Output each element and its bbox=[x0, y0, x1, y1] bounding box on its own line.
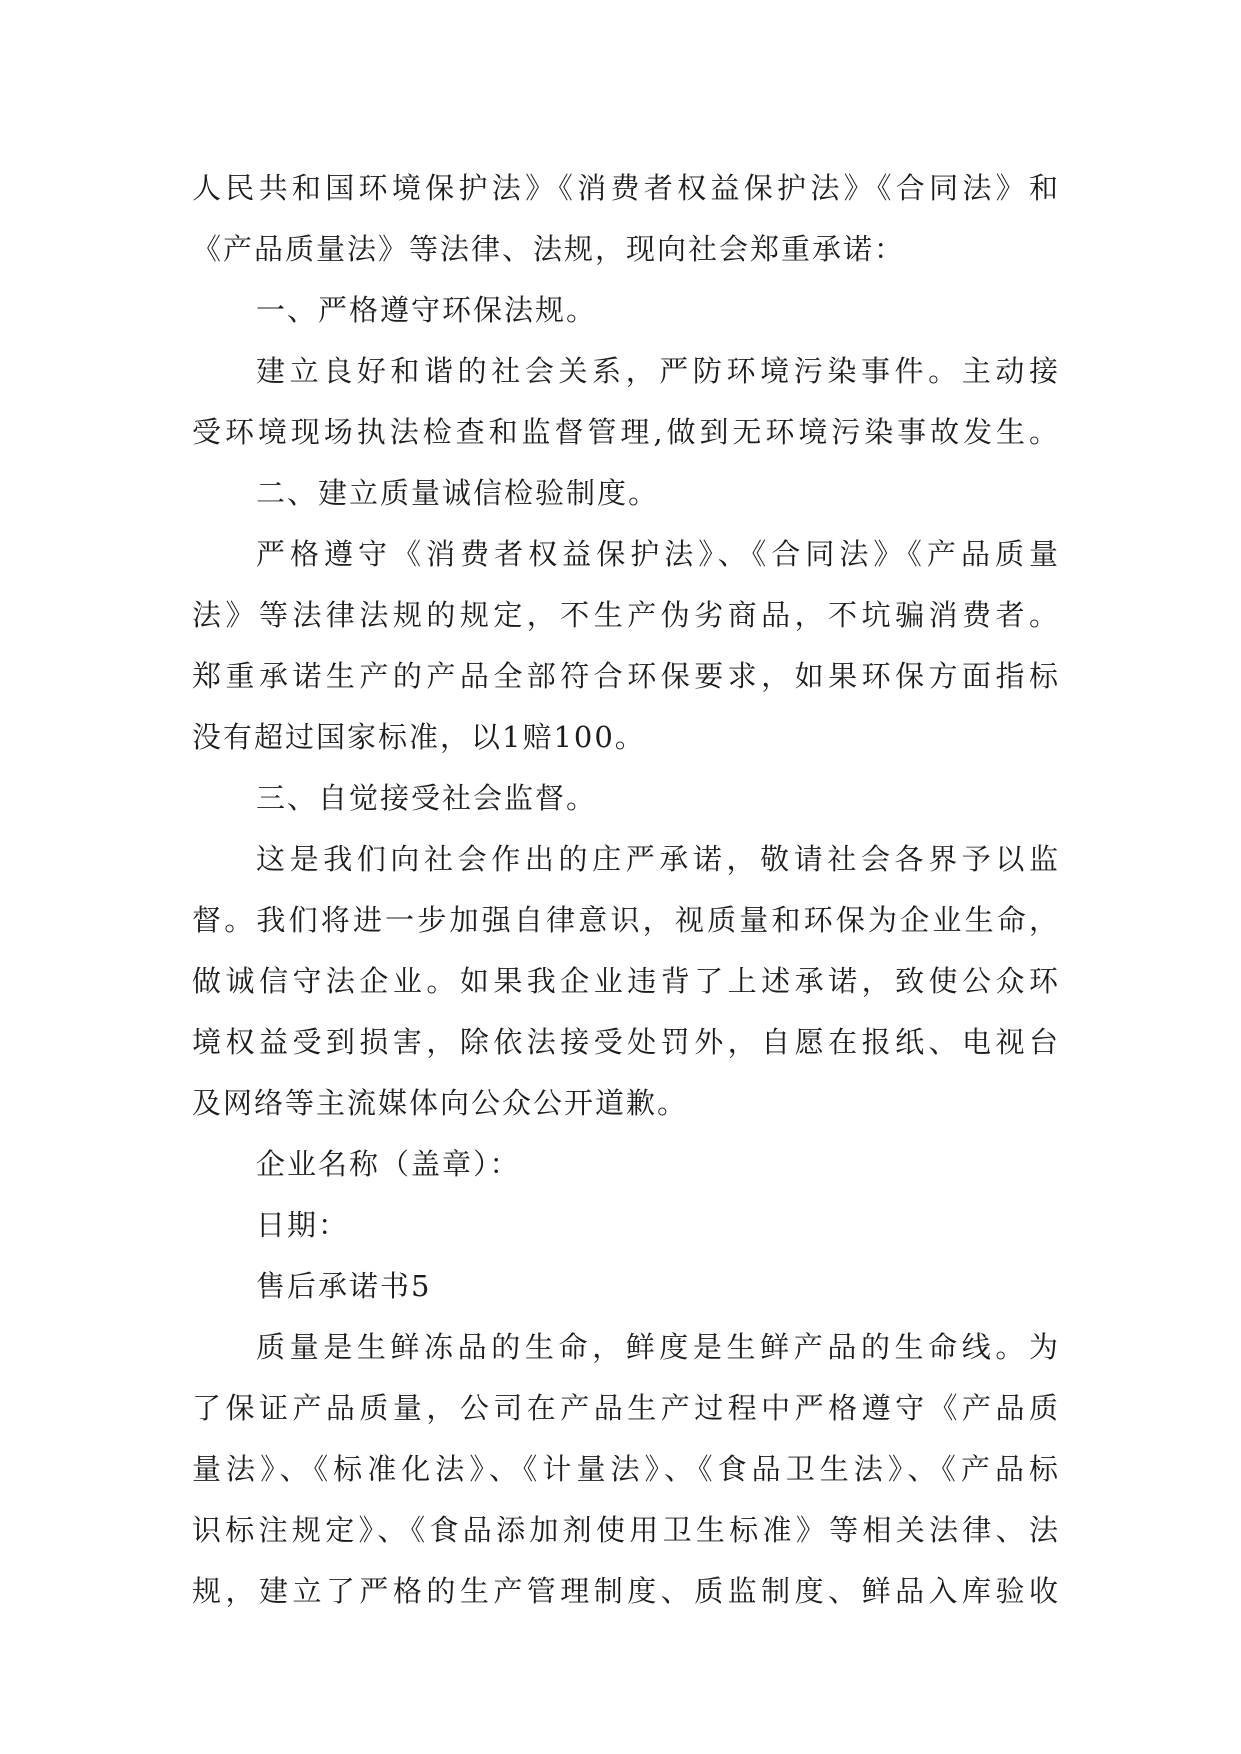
text-line: 《产品质量法》等法律、法规，现向社会郑重承诺： bbox=[192, 232, 906, 266]
text-line: 督。我们将进一步加强自律意识，视质量和环保为企业生命， bbox=[192, 903, 1060, 937]
text-line: 及网络等主流媒体向公众公开道歉。 bbox=[192, 1086, 689, 1120]
text-line: 严格遵守《消费者权益保护法》、《合同法》《产品质量 bbox=[256, 537, 1060, 571]
text-line: 量法》、《标准化法》、《计量法》、《食品卫生法》、《产品标 bbox=[192, 1452, 1060, 1486]
text-line: 境权益受到损害，除依法接受处罚外，自愿在报纸、电视台 bbox=[192, 1025, 1060, 1059]
document-body bbox=[192, 158, 1060, 1622]
text-line: 建立良好和谐的社会关系，严防环境污染事件。主动接 bbox=[256, 354, 1060, 388]
section-heading: 三、自觉接受社会监督。 bbox=[256, 781, 598, 815]
text-line: 人民共和国环境保护法》《消费者权益保护法》《合同法》和 bbox=[192, 171, 1060, 205]
text-line: 没有超过国家标准，以1赔100。 bbox=[192, 720, 646, 754]
signature-company-label: 企业名称（盖章）： bbox=[256, 1147, 521, 1181]
text-line: 法》等法律法规的规定，不生产伪劣商品，不坑骗消费者。 bbox=[192, 598, 1060, 632]
text-line: 识标注规定》、《食品添加剂使用卫生标准》等相关法律、法 bbox=[192, 1513, 1060, 1547]
section-title: 售后承诺书5 bbox=[256, 1269, 432, 1303]
text-line: 受环境现场执法检查和监督管理,做到无环境污染事故发生。 bbox=[192, 415, 1060, 449]
text-line: 这是我们向社会作出的庄严承诺，敬请社会各界予以监 bbox=[256, 842, 1060, 876]
section-heading: 一、严格遵守环保法规。 bbox=[256, 293, 598, 327]
text-line: 做诚信守法企业。如果我企业违背了上述承诺，致使公众环 bbox=[192, 964, 1060, 998]
text-line: 了保证产品质量，公司在产品生产过程中严格遵守《产品质 bbox=[192, 1391, 1060, 1425]
section-heading: 二、建立质量诚信检验制度。 bbox=[256, 476, 660, 510]
text-line: 郑重承诺生产的产品全部符合环保要求，如果环保方面指标 bbox=[192, 659, 1060, 693]
text-line: 规，建立了严格的生产管理制度、质监制度、鲜品入库验收 bbox=[192, 1574, 1060, 1608]
signature-date-label: 日期： bbox=[256, 1208, 350, 1242]
text-line: 质量是生鲜冻品的生命，鲜度是生鲜产品的生命线。为 bbox=[256, 1330, 1060, 1364]
